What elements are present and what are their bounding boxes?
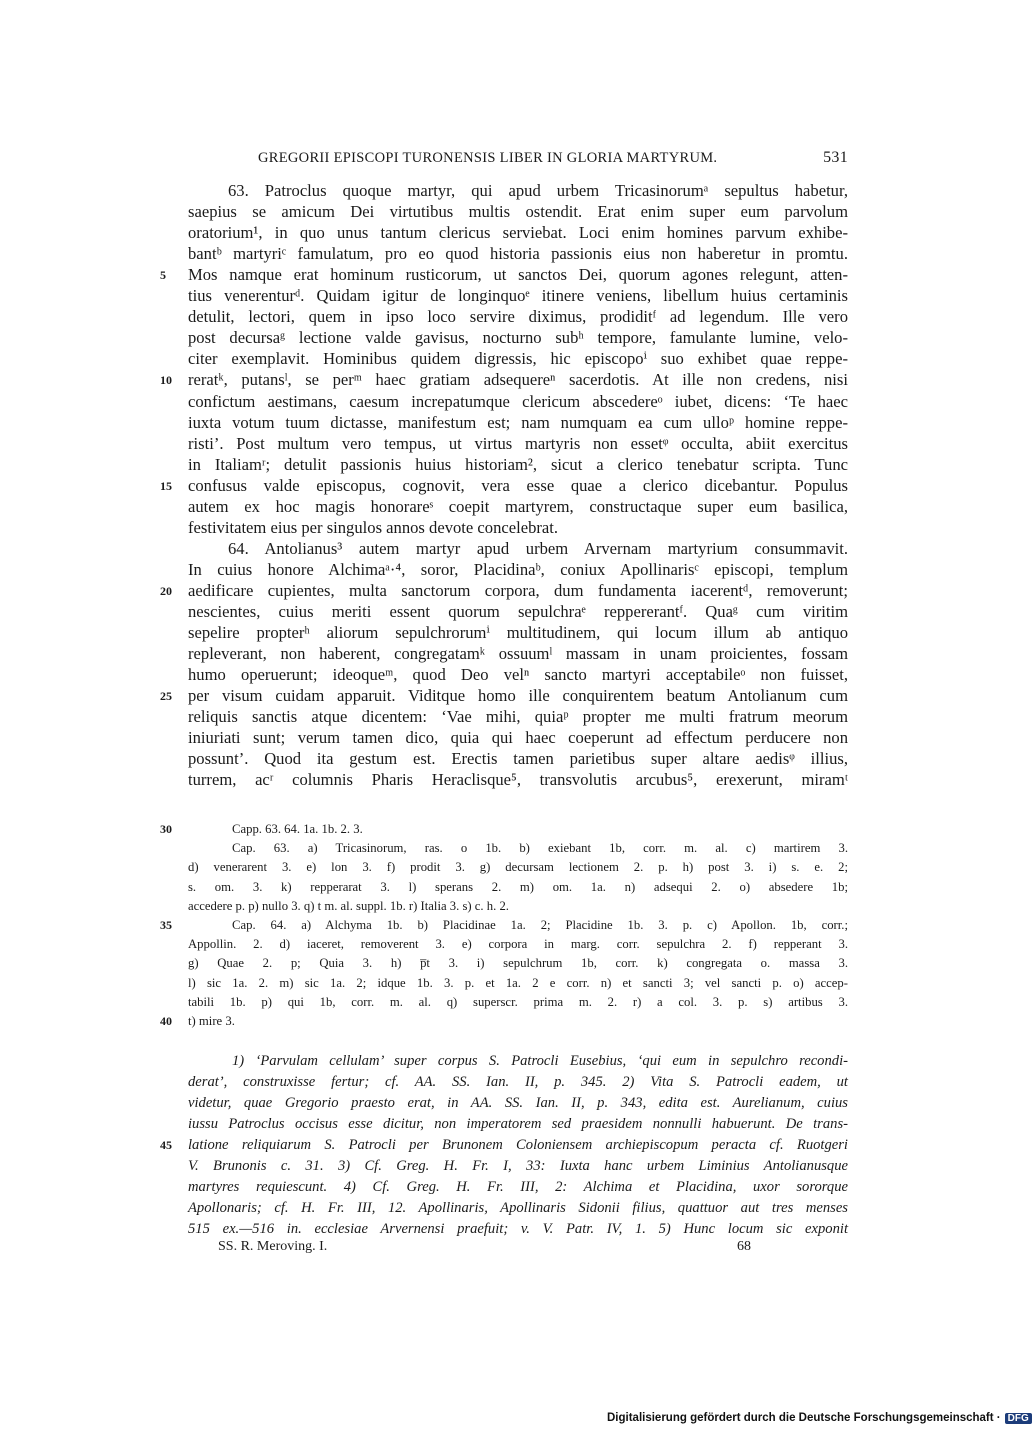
text-line: autem ex hoc magis honorareˢ coepit martyrem, constructaque super eum basilica, xyxy=(188,496,848,516)
text-line: tius venerenturᵈ. Quidam igitur de longinquoᵉ itinere veniens, libellum huius certaminis xyxy=(188,286,848,306)
text-line: 64. Antolianus³ autem martyr apud urbem Arvernam martyrium consummavit. xyxy=(228,538,848,558)
text-line: possunt’. Quod ita gestum est. Erectis tamen parietibus super altare aedisᵠ illius, xyxy=(188,749,848,769)
text-line: Mos namque erat hominum rusticorum, ut sanctos Dei, quorum agones relegunt, atten- xyxy=(188,265,848,285)
text-line: citer exemplavit. Hominibus quidem digressis, hic episcopoⁱ suo exhibet quae reppe- xyxy=(188,349,848,369)
signature-mark: SS. R. Meroving. I. xyxy=(218,1239,328,1254)
text-line: 63. Patroclus quoque martyr, qui apud urbem Tricasinorumᵃ sepultus habetur, xyxy=(228,181,848,200)
apparatus-line: l) sic 1a. 2. m) sic 1a. 2; idque 1b. 3. p. et 1a. 2 e corr. n) et sancti 3; vel sancti p. o) accep- xyxy=(188,975,848,990)
text-line: oratorium¹, in quo unus tantum clericus serviebat. Loci enim homines parvum exhibe- xyxy=(188,223,848,243)
text-line: turrem, acʳ columnis Pharis Heraclisque⁵, transvolutis arcubus⁵, erexerunt, miramᵗ xyxy=(188,770,848,790)
footnote-line: 515 ex.—516 in. ecclesiae Arvernensi praefuit; v. V. Patr. IV, 1. 5) Hunc locum sic exponit xyxy=(188,1221,848,1237)
line-number: 30 xyxy=(160,822,172,836)
text-line: reratᵏ, putansˡ, se perᵐ haec gratiam adsequereⁿ sacerdotis. At ille non credens, nisi xyxy=(188,370,848,390)
apparatus-line: Cap. 64. a) Alchyma 1b. b) Placidinae 1a. 2; Placidine 1b. 3. p. c) Apollon. 1b, corr.; xyxy=(232,918,848,932)
footnote-line: videtur, quae Gregorio praesto erat, in AA. SS. Ian. II, p. 343, edita est. Aurelianum, cuius xyxy=(188,1095,848,1111)
text-line: per visum cuidam apparuit. Viditque homo ille conquirentem beatum Antolianum cum xyxy=(188,686,848,706)
footnote-line: derat’, construxisse fertur; cf. AA. SS. Ian. II, p. 345. 2) Vita S. Patrocli eadem, ut xyxy=(188,1074,848,1090)
footnote-line: martyres requiescunt. 4) Cf. Greg. H. Fr. III, 2: Alchima et Placidina, uxor sororque xyxy=(188,1179,848,1195)
apparatus-line: Capp. 63. 64. 1a. 1b. 2. 3. xyxy=(232,822,363,836)
text-line: sepelire propterʰ aliorum sepulchrorumⁱ multitudinem, qui locum illum ab antiquo xyxy=(188,623,848,643)
line-number: 10 xyxy=(160,373,172,388)
text-line: post decursaᵍ lectione valde gavisus, nocturno subʰ tempore, famulante lumine, velo- xyxy=(188,328,848,348)
running-title: GREGORII EPISCOPI TURONENSIS LIBER IN GLORIA MARTYRUM. xyxy=(258,150,718,166)
text-line: detulit, lectori, quem in ipso loco servire diximus, prodiditᶠ ad legendum. Ille vero xyxy=(188,307,848,327)
digitization-credit xyxy=(607,1412,1032,1424)
text-line: In cuius honore Alchimaᵃ·⁴, soror, Placidinaᵇ, coniux Apollinarisᶜ episcopi, templum xyxy=(188,559,848,579)
text-line: reliquis sanctis atque dicentem: ‘Vae mihi, quiaᵖ propter me multi fratrum meorum xyxy=(188,707,848,727)
line-number: 40 xyxy=(160,1014,172,1028)
apparatus-line: t) mire 3. xyxy=(188,1014,235,1028)
text-line: in Italiamʳ; detulit passionis huius historiam², sicut a clerico tenebatur scripta. Tunc xyxy=(188,454,848,474)
signature-number: 68 xyxy=(737,1239,751,1254)
apparatus-line: s. om. 3. k) repperarat 3. l) sperans 2. m) om. 1a. n) adsequi 2. o) absedere 1b; xyxy=(188,879,848,894)
footnote-line: Apollonaris; cf. H. Fr. III, 12. Apollinaris, Apollinaris Sidonii filius, quattuor aut tres menses xyxy=(188,1200,848,1216)
apparatus-line: Appollin. 2. d) iaceret, removerent 3. e) corpora in marg. corr. sepulchra 2. f) repperant 3. xyxy=(188,937,848,952)
line-number: 5 xyxy=(160,268,166,283)
text-line: iuxta votum tuum dictasse, manifestum est; nam numquam ea cum ulloᵖ homine reppe- xyxy=(188,412,848,432)
line-number: 45 xyxy=(160,1138,172,1152)
credit-text: Digitalisierung gefördert durch die Deutsche Forschungsgemeinschaft · xyxy=(607,1412,1001,1424)
text-line: festivitatem eius per singulos annos devote concelebrat. xyxy=(188,517,559,537)
text-line: saepius se amicum Dei virtutibus multis ostendit. Erat enim super eum parvolum xyxy=(188,202,848,222)
text-line: bantᵇ martyriᶜ famulatum, pro eo quod historia passionis eius non haberetur in promtu. xyxy=(188,244,848,264)
text-line: iniuriati sunt; verum tamen dico, quia qui haec coeperunt ad effectum perducere non xyxy=(188,728,848,748)
dfg-logo: DFG xyxy=(1005,1413,1032,1424)
apparatus-line: g) Quae 2. p; Quia 3. h) p̅t 3. i) sepulchrum 1b, corr. k) congregata o. massa 3. xyxy=(188,956,848,971)
line-number: 15 xyxy=(160,478,172,493)
footnote-line: iussu Patroclus occisus esse dicitur, non imperatorem sed praesidem nonnulli habuerunt. De trans- xyxy=(188,1116,848,1132)
footnote-line: V. Brunonis c. 31. 3) Cf. Greg. H. Fr. I, 33: Iuxta hanc urbem Liminius Antolianusque xyxy=(188,1158,848,1174)
apparatus-line: d) venerarent 3. e) lon 3. f) prodit 3. g) decursam lectionem 2. p. h) post 3. i) s. e. 2; xyxy=(188,860,848,875)
line-number: 25 xyxy=(160,689,172,704)
text-line: humo operuerunt; ideoqueᵐ, quod Deo velⁿ sancto martyri acceptabileᵒ non fuisset, xyxy=(188,665,848,685)
text-line: nescientes, cuius meriti essent quorum sepulchraᵉ reppererantᶠ. Quaᵍ cum viritim xyxy=(188,602,848,621)
apparatus-line: Cap. 63. a) Tricasinorum, ras. o 1b. b) exiebant 1b, corr. m. al. c) martirem 3. xyxy=(232,841,848,856)
apparatus-line: accedere p. p) nullo 3. q) t m. al. suppl. 1b. r) Italia 3. s) c. h. 2. xyxy=(188,898,509,913)
line-number: 20 xyxy=(160,583,172,598)
footnote-line: latione reliquiarum S. Patrocli per Brunonem Coloniensem archiepiscopum peracta cf. Ruotgeri xyxy=(188,1137,848,1153)
apparatus-line: tabili 1b. p) qui 1b, corr. m. al. q) superscr. prima m. 2. r) a col. 3. p. s) artibus 3. xyxy=(188,994,848,1009)
page-number: 531 xyxy=(823,149,848,166)
text-line: risti’. Post multum vero tempus, ut virtus martyris non essetᵠ occulta, abiit exercitus xyxy=(188,433,848,453)
footnote-line: 1) ‘Parvulam cellulam’ super corpus S. Patrocli Eusebius, ‘qui eum in sepulchro recondi- xyxy=(232,1053,848,1069)
text-line: confictum aestimans, caesum increpatumque clericum abscedereᵒ iubet, dicens: ‘Te haec xyxy=(188,391,848,411)
line-number: 35 xyxy=(160,918,172,932)
text-line: aedificare cupientes, multa sanctorum corpora, dum fundamenta iacerentᵈ, removerunt; xyxy=(188,580,848,600)
text-line: repleverant, non haberent, congregatamᵏ ossuumˡ massam in unam proicientes, fossam xyxy=(188,644,848,664)
text-line: confusus valde episcopus, cognovit, vera esse quae a clerico dicebantur. Populus xyxy=(188,475,848,495)
